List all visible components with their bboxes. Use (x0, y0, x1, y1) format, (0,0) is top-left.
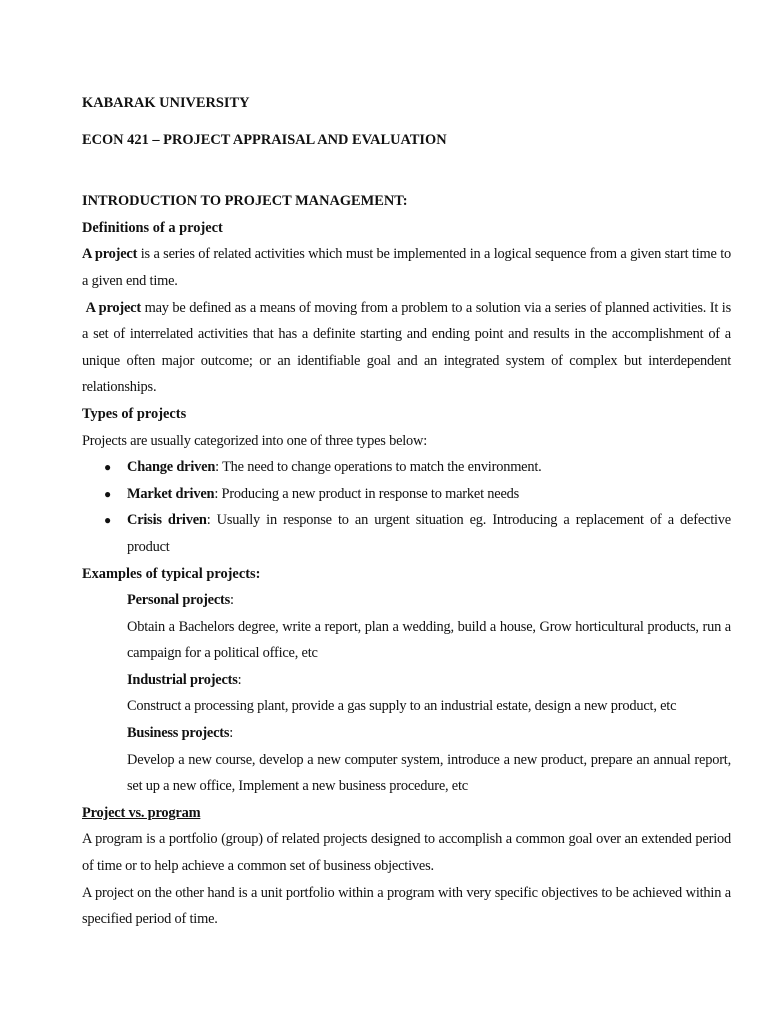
list-item (82, 507, 731, 560)
type-text: : Producing a new product in response to market needs (214, 485, 520, 502)
type-term: Market driven (127, 485, 215, 502)
university-name: KABARAK UNIVERSITY (82, 95, 250, 111)
subheading-examples: Examples of typical projects: (82, 565, 261, 582)
definition-text: may be defined as a means of moving from a problem to a solution via a series of planned activities. It is a set of interrelated activities that has a definite starting and ending point and results in the accomplishment of a unique often major outcome; or an identifiable goal and an integrated system of complex but interdependent relationships. (82, 299, 731, 396)
definition-term: A project (82, 246, 138, 263)
definition-paragraph-2 (82, 295, 731, 401)
example-group-business (82, 720, 731, 800)
list-item (82, 454, 731, 481)
example-title: Business projects: (127, 725, 234, 742)
course-title: ECON 421 – PROJECT APPRAISAL AND EVALUATION (82, 131, 447, 148)
definition-term: A project (85, 299, 141, 316)
type-term: Change driven (127, 459, 216, 476)
program-paragraph-2: A project on the other hand is a unit portfolio within a program with very specific objectives to be achieved within a specified period of time. (82, 884, 731, 928)
section-heading-introduction: INTRODUCTION TO PROJECT MANAGEMENT: (82, 193, 408, 210)
bullet-icon: ● (104, 460, 112, 475)
example-group-industrial (82, 667, 731, 720)
type-text: : Usually in response to an urgent situation eg. Introducing a replacement of a defective product (127, 512, 731, 555)
document-page (82, 90, 731, 933)
subheading-types: Types of projects (82, 405, 187, 422)
subheading-definitions: Definitions of a project (82, 219, 223, 236)
type-text: : The need to change operations to match the environment. (215, 459, 542, 476)
example-text: Obtain a Bachelors degree, write a report, plan a wedding, build a house, Grow horticultural products, run a campaign for a political office, etc (127, 618, 731, 662)
example-text: Construct a processing plant, provide a gas supply to an industrial estate, design a new product, etc (127, 698, 677, 715)
subheading-project-vs-program: Project vs. program (82, 804, 201, 821)
example-title: Industrial projects: (127, 671, 242, 688)
bullet-icon: ● (104, 513, 112, 528)
example-text: Develop a new course, develop a new computer system, introduce a new product, prepare an annual report, set up a new office, Implement a new business procedure, etc (127, 751, 731, 795)
type-term: Crisis driven (127, 512, 207, 529)
list-item (82, 481, 731, 508)
example-title: Personal projects: (127, 592, 234, 609)
example-group-personal (82, 587, 731, 667)
types-list (82, 454, 731, 560)
bullet-icon: ● (104, 486, 112, 501)
definition-paragraph-1 (82, 241, 731, 294)
types-lead-text: Projects are usually categorized into one of three types below: (82, 432, 428, 449)
program-paragraph-1: A program is a portfolio (group) of related projects designed to accomplish a common goal over an extended period of time or to help achieve a common set of business objectives. (82, 831, 731, 875)
definition-text: is a series of related activities which must be implemented in a logical sequence from a given start time to a given end time. (82, 246, 731, 289)
